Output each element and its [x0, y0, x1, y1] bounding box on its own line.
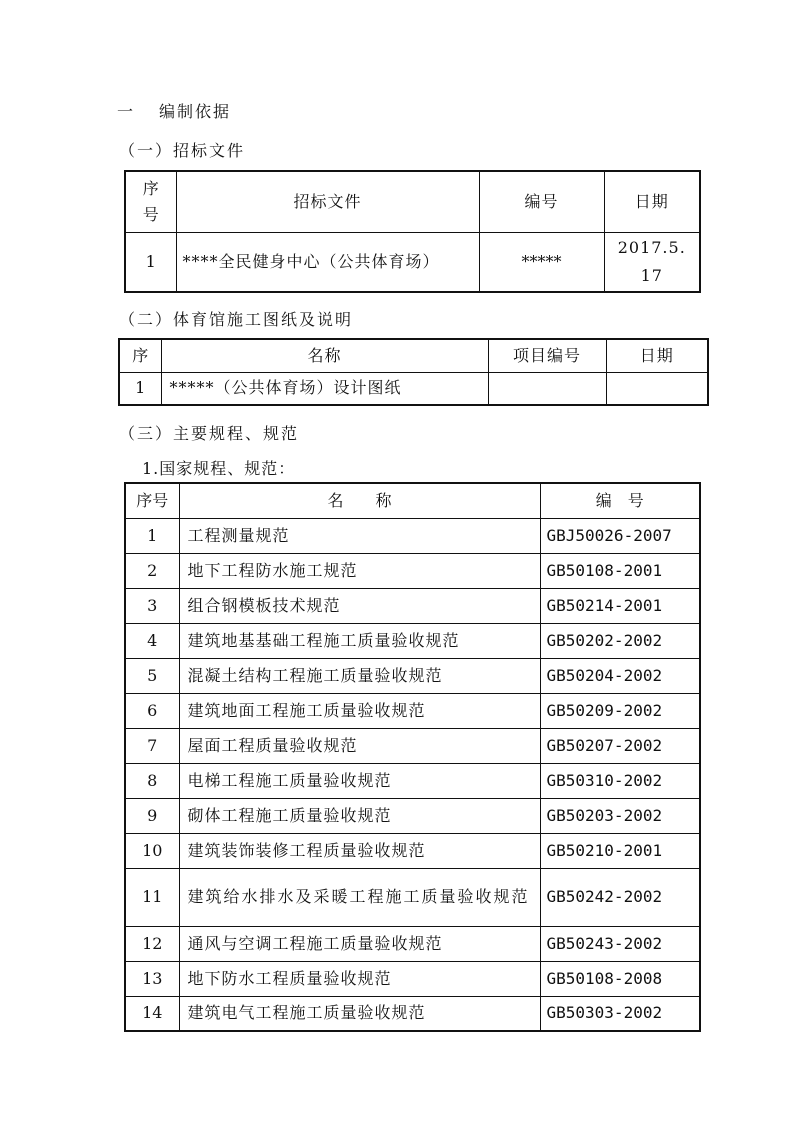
cell-date [606, 372, 708, 405]
cell-name: 地下防水工程质量验收规范 [179, 961, 540, 996]
cell-name: 建筑电气工程施工质量验收规范 [179, 996, 540, 1031]
table-header-row [125, 483, 700, 518]
cell-code: GB50310-2002 [540, 763, 700, 798]
cell-code: GB50203-2002 [540, 798, 700, 833]
cell-name: 建筑地面工程施工质量验收规范 [179, 693, 540, 728]
cell-seq: 14 [125, 996, 179, 1031]
header-document: 招标文件 [176, 171, 479, 232]
cell-name: 地下工程防水施工规范 [179, 553, 540, 588]
cell-name: 组合钢模板技术规范 [179, 588, 540, 623]
table-row [125, 833, 700, 868]
cell-seq: 1 [119, 372, 161, 405]
cell-code: GB50242-2002 [540, 868, 700, 926]
header-date: 日期 [606, 339, 708, 372]
cell-code: GB50204-2002 [540, 658, 700, 693]
subsection-heading-standards: （三）主要规程、规范 [119, 424, 300, 443]
header-number: 编号 [479, 171, 604, 232]
cell-seq: 2 [125, 553, 179, 588]
header-seq: 序 [119, 339, 161, 372]
cell-name: 砌体工程施工质量验收规范 [179, 798, 540, 833]
cell-number: ***** [479, 232, 604, 292]
table-row [119, 372, 708, 405]
table-row [125, 926, 700, 961]
cell-project-number [488, 372, 606, 405]
table-row [125, 658, 700, 693]
table-row [125, 588, 700, 623]
cell-code: GB50243-2002 [540, 926, 700, 961]
cell-name: 建筑给水排水及采暖工程施工质量验收规范 [179, 868, 540, 926]
table-row [125, 763, 700, 798]
section-title: 编制依据 [159, 102, 232, 121]
cell-code: GB50108-2001 [540, 553, 700, 588]
cell-seq: 13 [125, 961, 179, 996]
cell-name: 建筑装饰装修工程质量验收规范 [179, 833, 540, 868]
cell-code: GB50210-2001 [540, 833, 700, 868]
national-standards-table [124, 482, 701, 1032]
table-row [125, 798, 700, 833]
drawings-table [118, 338, 709, 406]
header-name: 名称 [161, 339, 488, 372]
cell-name: 建筑地基基础工程施工质量验收规范 [179, 623, 540, 658]
table-row [125, 232, 700, 292]
cell-seq: 12 [125, 926, 179, 961]
table-row [125, 623, 700, 658]
header-seq: 序号 [125, 483, 179, 518]
cell-code: GB50303-2002 [540, 996, 700, 1031]
cell-code: GB50214-2001 [540, 588, 700, 623]
cell-code: GB50202-2002 [540, 623, 700, 658]
header-code: 编 号 [540, 483, 700, 518]
cell-code: GB50108-2008 [540, 961, 700, 996]
cell-name: *****（公共体育场）设计图纸 [161, 372, 488, 405]
table-header-row [125, 171, 700, 232]
cell-seq: 6 [125, 693, 179, 728]
cell-seq: 8 [125, 763, 179, 798]
cell-seq: 10 [125, 833, 179, 868]
subsection-heading-bidding-docs: （一）招标文件 [119, 141, 246, 160]
table-row [125, 728, 700, 763]
cell-seq: 3 [125, 588, 179, 623]
cell-seq: 9 [125, 798, 179, 833]
cell-name: 屋面工程质量验收规范 [179, 728, 540, 763]
table-header-row [119, 339, 708, 372]
cell-code: GBJ50026-2007 [540, 518, 700, 553]
header-name: 名 称 [179, 483, 540, 518]
cell-seq: 1 [125, 232, 176, 292]
cell-seq: 5 [125, 658, 179, 693]
bidding-documents-table [124, 170, 701, 293]
cell-name: 混凝土结构工程施工质量验收规范 [179, 658, 540, 693]
cell-seq: 4 [125, 623, 179, 658]
header-project-number: 项目编号 [488, 339, 606, 372]
cell-name: 工程测量规范 [179, 518, 540, 553]
cell-name: 通风与空调工程施工质量验收规范 [179, 926, 540, 961]
table-row [125, 553, 700, 588]
table-row [125, 961, 700, 996]
table-row [125, 996, 700, 1031]
cell-seq: 11 [125, 868, 179, 926]
table-row [125, 518, 700, 553]
cell-name: 电梯工程施工质量验收规范 [179, 763, 540, 798]
cell-seq: 1 [125, 518, 179, 553]
table-row [125, 693, 700, 728]
cell-seq: 7 [125, 728, 179, 763]
table-row [125, 868, 700, 926]
subsection-heading-drawings: （二）体育馆施工图纸及说明 [119, 310, 354, 329]
section-heading [117, 99, 231, 122]
header-date: 日期 [604, 171, 700, 232]
cell-document: ****全民健身中心（公共体育场） [176, 232, 479, 292]
header-seq: 序号 [125, 171, 176, 232]
cell-date: 2017.5.17 [604, 232, 700, 292]
national-standards-title: 1.国家规程、规范： [142, 459, 296, 478]
cell-code: GB50209-2002 [540, 693, 700, 728]
section-number: 一 [117, 102, 136, 121]
cell-code: GB50207-2002 [540, 728, 700, 763]
